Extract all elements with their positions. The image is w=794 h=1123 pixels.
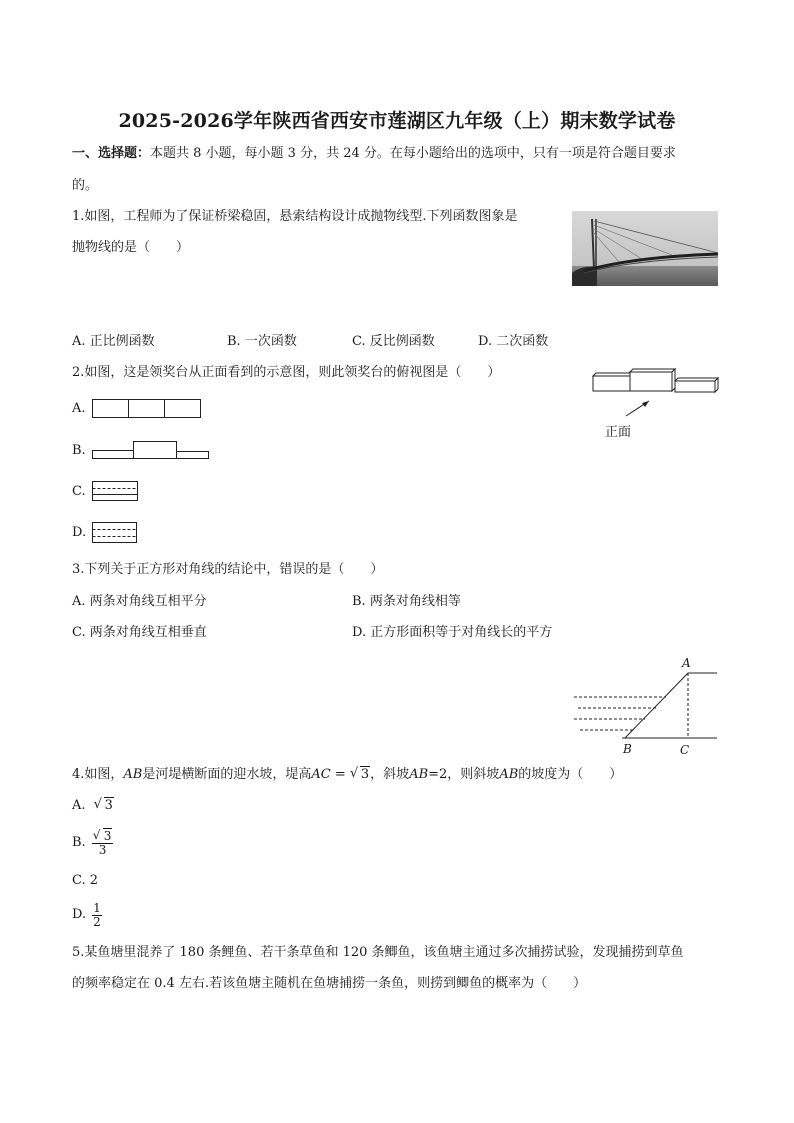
q4-option-a-radicand: 3 xyxy=(104,798,113,813)
q4-option-a-label: A. xyxy=(72,798,86,813)
q2-option-a-figure[interactable] xyxy=(92,399,202,419)
section-header-bold: 一、选择题： xyxy=(72,146,151,161)
section-header xyxy=(72,146,676,162)
q4-option-a[interactable] xyxy=(72,798,114,814)
q1-option-a[interactable]: A. 正比例函数 xyxy=(72,334,155,349)
bridge-photo xyxy=(572,211,718,286)
point-c-label: C xyxy=(680,743,690,757)
q4-option-b-den: 3 xyxy=(98,842,107,857)
q4-option-d-fraction xyxy=(92,902,102,929)
q4-option-d-num: 1 xyxy=(93,900,101,915)
q2-option-d-figure[interactable] xyxy=(92,522,142,544)
section-header-text: 本题共 8 小题，每小题 3 分，共 24 分。在每小题给出的选项中，只有一项是符合题目要求 xyxy=(150,146,676,161)
q3-option-c[interactable]: C. 两条对角线互相垂直 xyxy=(72,625,207,640)
q4-option-d[interactable] xyxy=(72,898,102,932)
q4-option-b-num-radicand: 3 xyxy=(103,828,112,843)
q4-option-b-num-sqrt xyxy=(93,830,113,843)
q4-option-c[interactable]: C. 2 xyxy=(72,873,99,888)
q2-option-c-label[interactable]: C. xyxy=(72,484,86,499)
q1-stem-line2: 抛物线的是（ ） xyxy=(72,240,190,255)
q4-option-b-label: B. xyxy=(72,835,86,850)
q4-option-d-den: 2 xyxy=(93,914,101,929)
q2-option-d-label[interactable]: D. xyxy=(72,525,87,540)
q3-option-b[interactable]: B. 两条对角线相等 xyxy=(352,594,461,609)
q4-option-b[interactable] xyxy=(72,826,113,860)
page-title: 2025-2026学年陕西省西安市莲湖区九年级（上）期末数学试卷 xyxy=(118,110,676,132)
q4-sqrt-radicand: 3 xyxy=(360,767,370,782)
q4-option-d-label: D. xyxy=(72,907,87,922)
point-b-label: B xyxy=(623,742,632,756)
q4-stem-part2: 是河堤横断面的迎水坡，堤高 xyxy=(142,767,312,782)
section-header-line2: 的。 xyxy=(72,178,99,193)
q3-stem: 3.下列关于正方形对角线的结论中，错误的是（ ） xyxy=(72,562,384,577)
point-a-label: A xyxy=(682,656,691,670)
q4-ab-1: AB xyxy=(123,767,143,782)
q4-option-b-fraction xyxy=(92,830,114,857)
q4-eq: = xyxy=(330,767,350,782)
q4-option-a-sqrt xyxy=(94,798,114,814)
q5-stem-line2: 的频率稳定在 0.4 左右.若该鱼塘主随机在鱼塘捕捞一条鱼，则捞到鲫鱼的概率为（ ） xyxy=(72,976,587,991)
q1-option-d[interactable]: D. 二次函数 xyxy=(478,334,549,349)
q4-ab-2: AB xyxy=(409,767,429,782)
q4-sqrt xyxy=(350,767,370,783)
embankment-figure xyxy=(570,655,722,760)
q4-stem-part4: =2，则斜坡 xyxy=(428,767,500,782)
q1-option-b[interactable]: B. 一次函数 xyxy=(227,334,297,349)
q2-option-b-label[interactable]: B. xyxy=(72,443,86,458)
q2-option-b-figure[interactable] xyxy=(92,441,212,461)
front-view-label: 正面 xyxy=(605,425,632,440)
q4-ab-3: AB xyxy=(499,767,519,782)
q2-option-a-label[interactable]: A. xyxy=(72,401,86,416)
q4-stem-part5: 的坡度为（ ） xyxy=(518,767,623,782)
q1-stem-line1: 1.如图，工程师为了保证桥梁稳固，悬索结构设计成抛物线型.下列函数图象是 xyxy=(72,209,518,224)
q3-option-d[interactable]: D. 正方形面积等于对角线长的平方 xyxy=(352,625,553,640)
q4-stem-part3: ，斜坡 xyxy=(370,767,410,782)
q2-option-c-figure[interactable] xyxy=(92,481,142,503)
q4-stem xyxy=(72,767,622,783)
q5-stem-line1: 5.某鱼塘里混养了 180 条鲤鱼、若干条草鱼和 120 条鲫鱼，该鱼塘主通过多次捕捞试验，发现捕捞到草鱼 xyxy=(72,945,684,960)
q1-option-c[interactable]: C. 反比例函数 xyxy=(352,334,435,349)
q4-stem-part1: 4.如图， xyxy=(72,767,124,782)
q3-option-a[interactable]: A. 两条对角线互相平分 xyxy=(72,594,207,609)
q2-stem: 2.如图，这是领奖台从正面看到的示意图，则此领奖台的俯视图是（ ） xyxy=(72,365,501,380)
q4-ac: AC xyxy=(311,767,331,782)
